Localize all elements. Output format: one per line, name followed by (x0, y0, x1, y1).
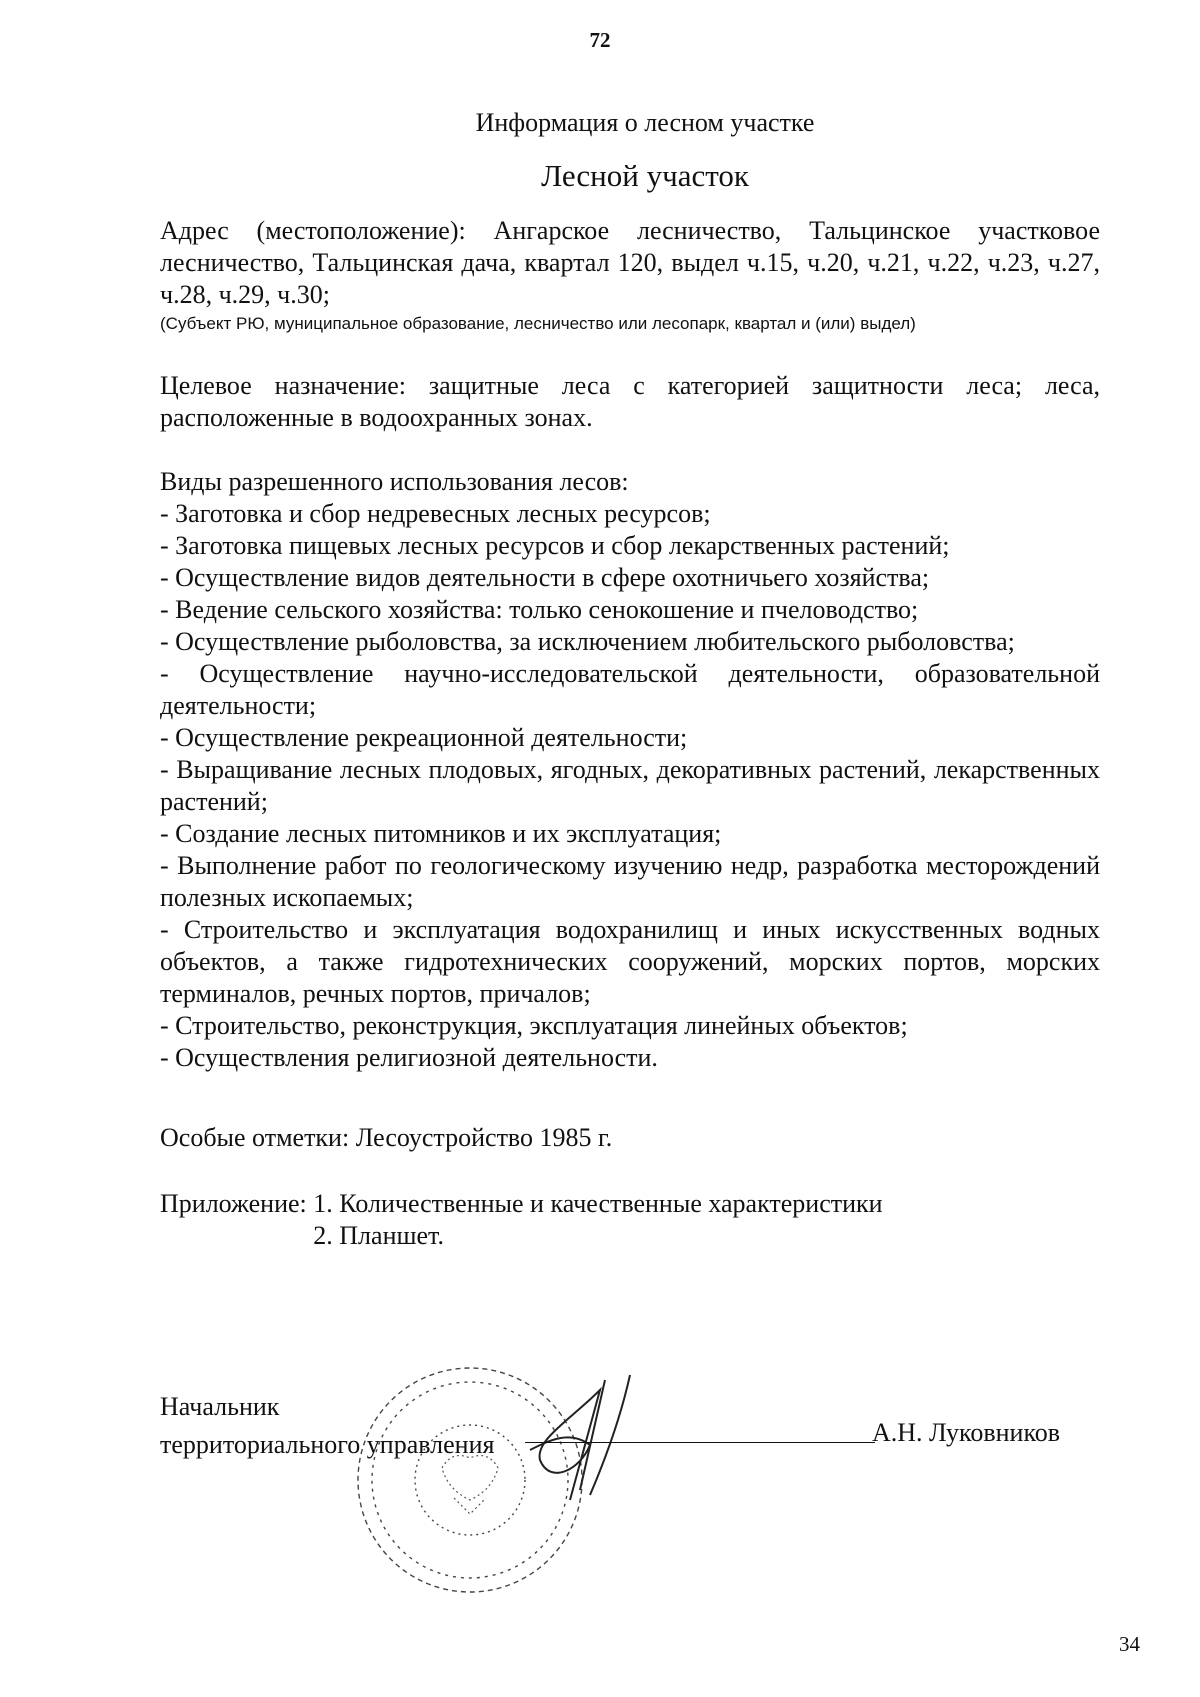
list-item: - Осуществление научно-исследовательской деятельности, образовательной деятельности; (160, 659, 1100, 720)
purpose-paragraph: Целевое назначение: защитные леса с категорией защитности леса; леса, расположенные в водоохранных зонах. (160, 371, 1100, 432)
document-heading: Информация о лесном участке (475, 108, 815, 137)
signer-position-line2: территориального управления (160, 1430, 495, 1459)
list-item: - Выполнение работ по геологическому изучению недр, разработка месторождений полезных ископаемых; (160, 851, 1100, 912)
address-note: (Субъект РЮ, муниципальное образование, лесничество или лесопарк, квартал и (или) выдел) (160, 314, 916, 333)
appendix-item: 1. Количественные и качественные характеристики (313, 1189, 883, 1218)
list-item: - Строительство, реконструкция, эксплуатация линейных объектов; (160, 1011, 908, 1040)
list-item: - Выращивание лесных плодовых, ягодных, декоративных растений, лекарственных растений; (160, 755, 1100, 816)
signer-name: А.Н. Луковников (872, 1418, 1061, 1447)
document-title: Лесной участок (541, 158, 749, 193)
permitted-uses-section (160, 466, 1100, 1074)
special-notes: Особые отметки: Лесоустройство 1985 г. (160, 1123, 613, 1152)
page-number-top: 72 (589, 28, 611, 52)
permitted-uses-heading: Виды разрешенного использования лесов: (160, 467, 629, 496)
list-item: - Создание лесных питомников и их эксплуатация; (160, 819, 722, 848)
permitted-uses-list (160, 498, 1100, 1074)
appendix-section (160, 1188, 1100, 1252)
list-item: - Осуществление рекреационной деятельности; (160, 723, 688, 752)
list-item: - Заготовка пищевых лесных ресурсов и сбор лекарственных растений; (160, 531, 950, 560)
list-item: - Ведение сельского хозяйства: только сенокошение и пчеловодство; (160, 595, 919, 624)
list-item: - Осуществление рыболовства, за исключением любительского рыболовства; (160, 627, 1015, 656)
list-item: - Осуществления религиозной деятельности. (160, 1043, 658, 1072)
list-item: - Осуществление видов деятельности в сфере охотничьего хозяйства; (160, 563, 930, 592)
signer-position-line1: Начальник (160, 1392, 280, 1421)
appendix-label: Приложение: (160, 1189, 314, 1218)
list-item: - Строительство и эксплуатация водохранилищ и иных искусственных водных объектов, а также гидротехнических сооружений, морских портов, морских терминалов, речных портов, причалов; (160, 915, 1100, 1008)
signature-line (525, 1442, 875, 1443)
address-paragraph: Адрес (местоположение): Ангарское лесничество, Тальцинское участковое лесничество, Тальцинская дача, квартал 120, выдел ч.15, ч.20, ч.21, ч.22, ч.23, ч.27, ч.28, ч.29, ч.30; (160, 216, 1100, 309)
appendix-item: 2. Планшет. (313, 1221, 444, 1250)
page-number-bottom: 34 (1119, 1632, 1140, 1656)
list-item: - Заготовка и сбор недревесных лесных ресурсов; (160, 499, 711, 528)
